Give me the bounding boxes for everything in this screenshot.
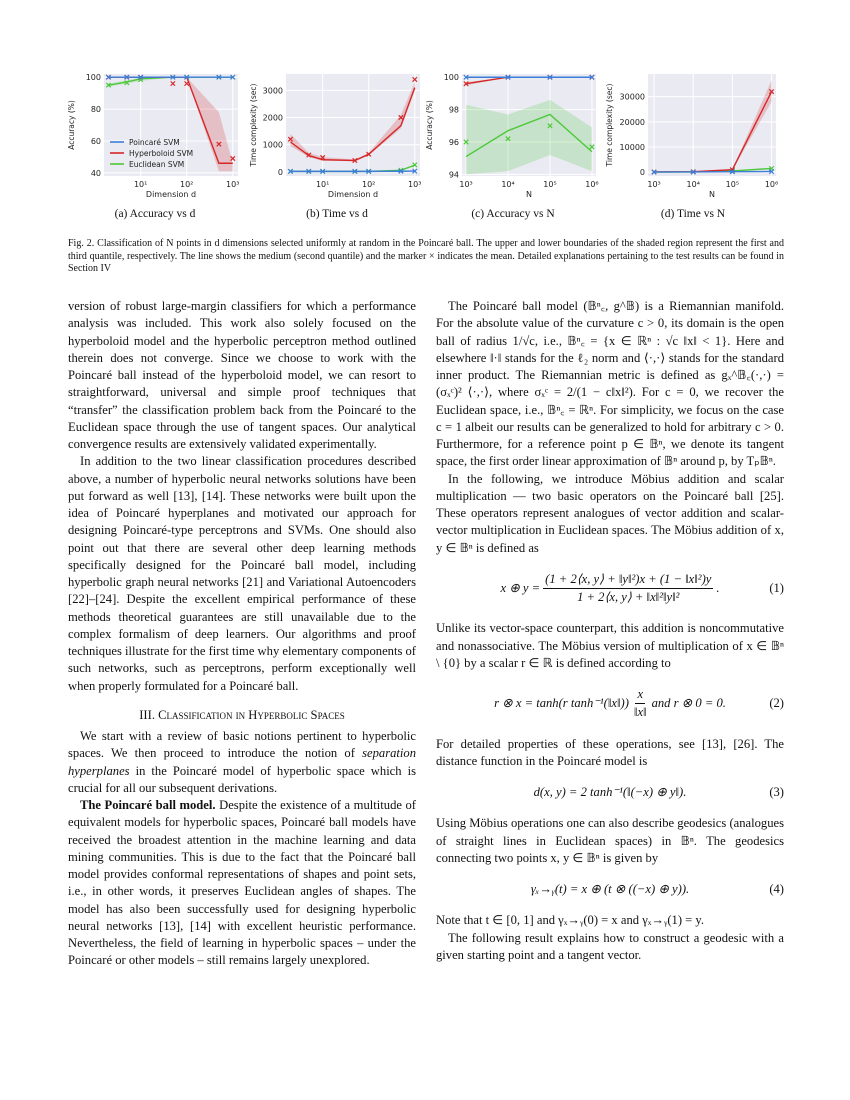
x-tick-label: 10³ [459,180,473,189]
paragraph: version of robust large-margin classifiers for which a performance analysis was included. This work also solely focused on the hyperboloid model and the hyperbolic perceptron method outlined therein does not converge. Since we choose to work with the Poincaré ball instead of the hyperboloid model, we can resort to straightforward, universal and simple proof techniques that “transfer” the classification problem back from the Poincaré to the Euclidean space through the use of tangent spaces. Our analytical convergence results are extensively validated experimentally. [68,299,416,451]
x-tick-label: 10⁴ [501,180,515,189]
x-tick-label: 10⁵ [725,180,740,189]
text: Despite the existence of a multitude of equivalent models for hyperbolic spaces, Poincaré ball models have received the broadest attention in the machine learning and data mining communities. This is due to the fact that the Poincaré ball model provides conformal representations of shapes and point sets, i.e., in other words, it preserves Euclidean angles of shapes. The model has also been successfully used for designing hyperbolic neural networks [13], [14] with excellent heuristic performance. Nevertheless, the field of learning in hyperbolic spaces – under the Poincaré or other models – still remains largely unexplored. [68,798,417,968]
x-tick-label: 10² [362,180,376,189]
y-tick-label: 30000 [619,92,645,102]
text: in the Poincaré model of hyperbolic space which is crucial for all our subsequent derivations. [68,763,416,795]
section-heading: III. Classification in Hyperbolic Spaces [139,707,345,722]
x-axis-label: Dimension d [327,190,379,199]
eq-tail: . [716,580,720,595]
figure-caption: Fig. 2. Classification of N points in d dimensions selected uniformly at random in the Poincaré ball. The upper and lower boundaries of the shaded region represent the first and third quantile, respectively. The line shows the medium (second quantile) and the marker × indicates the mean. Detailed explanations pertaining to the test results can be found in Section IV [68,238,784,275]
chart-svg [604,68,782,213]
paragraph: In addition to the two linear classification procedures described above, a number of hyperbolic neural networks solutions have been put forward as well [13], [14]. These networks were built upon the idea of Poincaré hyperplanes and motivated our approach for designing Poincaré-type perceptrons and SVMs. One should also point out that there are several other deep learning methods specifically designed for the Poincaré ball model, including hyperbolic graph neural networks [21] and Variational Autoencoders [22]–[24]. Despite the excellent empirical performance of these methods theoretical guarantees are still unavailable due to the complex formalism of deep learners. Our algorithms and proof techniques illustrate for the first time why elementary components of such networks, such as perceptrons, perform exceptionally well when properly formulated for a Poincaré ball. [68,454,416,693]
paragraph [68,728,416,797]
equation-number: (1) [769,580,784,595]
numerator: x [635,686,645,704]
equation-number: (4) [769,882,784,896]
x-tick-label: 10¹ [133,180,148,189]
paragraph: The Poincaré ball model (𝔹ⁿ꜀, g^𝔹) is a Riemannian manifold. For the absolute value of the curvature c > 0, its domain is the open ball of radius 1/√c, i.e., 𝔹ⁿ꜀ = {x ∈ ℝⁿ : √c ‖x‖ < 1}. Here and elsewhere ‖·‖ stands for the ℓ₂ norm and ⟨·,·⟩ stands for the standard inner product. The Riemannian metric is defined as gₓ^𝔹꜀(·,·) = (σₓᶜ)² ⟨·,·⟩, where σₓᶜ = 2/(1 − c‖x‖²). For c = 0, we recover the Euclidean space, i.e., 𝔹ⁿ꜀ = ℝⁿ. For simplicity, we focus on the case c = 1 albeit our results can be generalized to hold for arbitrary c > 0. Furthermore, for a reference point p ∈ 𝔹ⁿ, we denote its tangent space, the first order linear approximation of 𝔹ⁿ around p, by Tₚ𝔹ⁿ. [436,299,784,469]
legend-label: Euclidean SVM [129,160,185,169]
subcaption-d: (d) Time vs N [660,208,726,220]
x-tick-label: 10¹ [315,180,330,189]
chart-svg [424,68,602,213]
y-axis-label: Accuracy (%) [425,100,434,150]
paragraph: Unlike its vector-space counterpart, this addition is noncommutative and nonassociative. The Möbius version of multiplication of x ∈ 𝔹ⁿ \ {0} by a scalar r ∈ ℝ is defined according to [436,621,784,670]
x-axis-label: Dimension d [145,190,197,199]
x-tick-label: 10⁵ [543,180,557,189]
x-tick-label: 10⁶ [585,180,599,189]
paragraph: The following result explains how to construct a geodesic with a given starting point and a tangent vector. [436,930,784,962]
denominator: 1 + 2⟨x, y⟩ + ‖x‖²‖y‖² [577,590,680,604]
numerator: (1 + 2⟨x, y⟩ + ‖y‖²)x + (1 − ‖x‖²)y [543,571,713,589]
y-tick-label: 0 [639,168,645,178]
eq-lhs: r ⊗ x = tanh(r tanh⁻¹(‖x‖)) [494,696,629,711]
y-tick-label: 3000 [262,86,283,96]
paragraph: In the following, we introduce Möbius addition and scalar multiplication — two basic operators on the Poincaré ball [25]. These operators represent analogues of vector addition and scalar-vector multiplication in Euclidean spaces. The Möbius addition of x, y ∈ 𝔹ⁿ is defined as [436,471,784,555]
chart-svg [66,68,244,213]
chart-time-vs-n [604,68,782,213]
subcaption-c: (c) Accuracy vs N [471,208,555,220]
text: We start with a review of basic notions pertinent to hyperbolic spaces. We then proceed to introduce the notion of [68,729,416,761]
eq-text: d(x, y) = 2 tanh⁻¹(‖(−x) ⊕ y‖). [533,785,687,799]
equation-1 [436,571,784,607]
equation-number: (3) [769,785,784,799]
subcaption-a: (a) Accuracy vs d [114,208,196,220]
y-tick-label: 40 [90,168,101,178]
chart-svg [248,68,426,213]
equation-number: (2) [769,696,784,711]
paragraph [68,797,416,970]
fraction [543,571,713,607]
y-tick-label: 60 [90,136,101,146]
poincare-median-line [654,171,771,172]
x-axis-label: N [526,190,532,199]
equation-4 [436,881,784,898]
chart-accuracy-vs-n [424,68,602,213]
eq-text: γₓ→ᵧ(t) = x ⊕ (t ⊗ ((−x) ⊕ y)). [530,882,690,896]
right-column [436,298,784,964]
x-tick-label: 10³ [408,180,422,189]
x-tick-label: 10⁶ [764,180,779,189]
y-tick-label: 1000 [262,140,283,150]
eq-tail: and r ⊗ 0 = 0. [651,696,726,711]
fraction [632,686,649,722]
legend-label: Hyperboloid SVM [129,149,194,158]
paragraph-title: The Poincaré ball model. [80,798,216,812]
chart-accuracy-vs-d [66,68,244,213]
y-tick-label: 0 [277,167,283,177]
paragraph: Using Möbius operations one can also describe geodesics (analogues of straight lines in Euclidean spaces) in 𝔹ⁿ. The geodesics connecting two points x, y ∈ 𝔹ⁿ is given by [436,816,784,865]
y-tick-label: 2000 [262,113,283,123]
y-tick-label: 20000 [619,117,645,127]
y-tick-label: 100 [443,73,459,83]
eq-lhs: x ⊕ y = [500,580,541,595]
denominator: ‖x‖ [633,705,647,720]
y-axis-label: Accuracy (%) [67,100,76,150]
y-tick-label: 96 [448,138,459,147]
left-column [68,298,416,970]
x-tick-label: 10² [180,180,194,189]
paragraph: Note that t ∈ [0, 1] and γₓ→ᵧ(0) = x and γₓ→ᵧ(1) = y. [436,913,705,928]
y-axis-label: Time complexity (sec) [249,83,258,167]
y-tick-label: 94 [448,170,459,180]
subcaption-b: (b) Time vs d [306,208,368,220]
y-tick-label: 100 [85,73,101,83]
y-tick-label: 98 [448,105,459,115]
emphasis: separation hyperplanes [68,746,416,778]
chart-time-vs-d [248,68,426,213]
x-tick-label: 10³ [647,180,661,189]
paragraph: For detailed properties of these operations, see [13], [26]. The distance function in the Poincaré model is [436,736,784,768]
x-tick-label: 10³ [226,180,240,189]
x-tick-label: 10⁴ [686,180,700,189]
equation-2 [436,686,784,722]
y-axis-label: Time complexity (sec) [605,83,614,167]
x-axis-label: N [709,190,715,199]
legend-label: Poincaré SVM [129,138,180,147]
equation-3 [436,784,784,801]
y-tick-label: 10000 [619,143,645,153]
y-tick-label: 80 [90,105,101,115]
